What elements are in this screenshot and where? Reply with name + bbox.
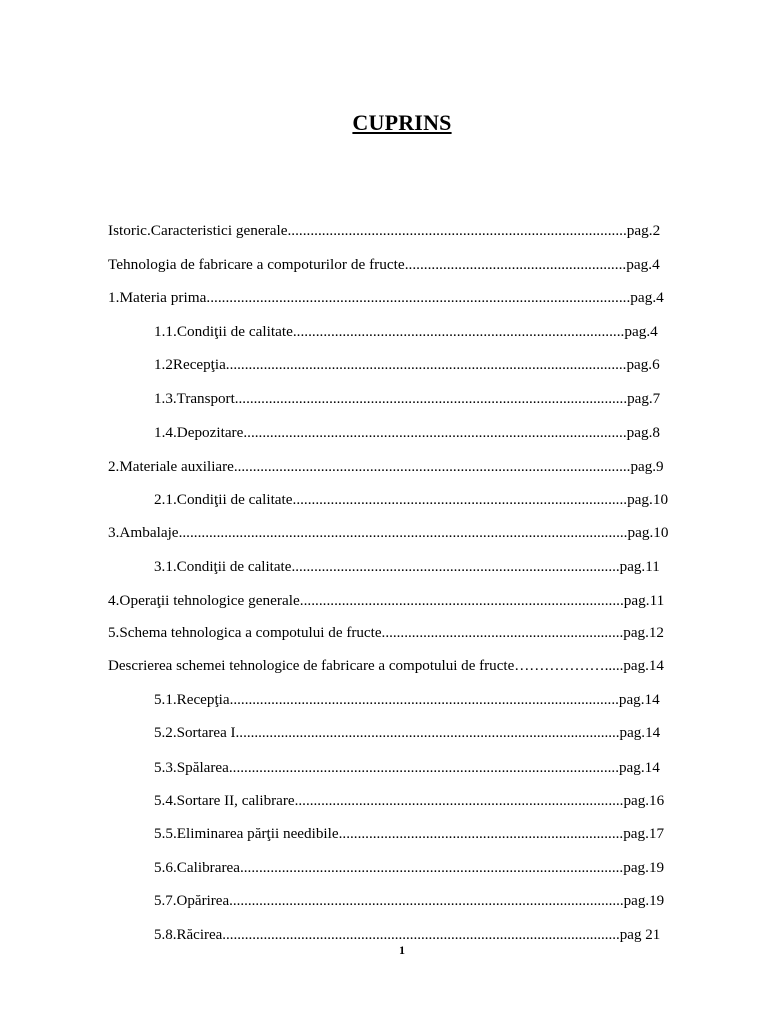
toc-entry-text: 3.1.Condiţii de calitate.......................................................................................pag.11 (154, 559, 660, 575)
toc-entry (108, 591, 664, 611)
toc-entry-text: 2.Materiale auxiliare.........................................................................................................pag.9 (108, 459, 664, 475)
toc-entry (108, 523, 668, 543)
toc-entry-text: Istoric.Caracteristici generale.........................................................................................pag.2 (108, 223, 660, 239)
toc-entry (154, 322, 658, 342)
toc-entry (154, 791, 664, 811)
toc-entry (154, 557, 660, 577)
toc-entry (154, 355, 660, 375)
toc-entry (108, 457, 664, 477)
toc-entry (108, 288, 664, 308)
toc-entry-text: 1.Materia prima...............................................................................................................pag.4 (108, 290, 664, 306)
toc-entry-text: 5.4.Sortare II, calibrare.......................................................................................pag.16 (154, 793, 664, 809)
toc-entry-text: 1.1.Condiţii de calitate.......................................................................................pag.4 (154, 324, 658, 340)
toc-entry (154, 858, 664, 878)
toc-entry-text: 5.6.Calibrarea.....................................................................................................pag.19 (154, 860, 664, 876)
toc-entry-text: 2.1.Condiţii de calitate........................................................................................pag.10 (154, 492, 668, 508)
page-number: 1 (399, 943, 405, 957)
toc-entry (108, 221, 660, 241)
toc-entry-text: 5.8.Răcirea..........................................................................................................pag 21 (154, 927, 660, 943)
toc-entry (108, 656, 664, 676)
toc-entry-text: Descrierea schemei tehnologice de fabricare a compotului de fructe……………….....pag.14 (108, 658, 664, 674)
toc-entry-text: 3.Ambalaje......................................................................................................................pag.10 (108, 525, 668, 541)
toc-entry-text: 5.2.Sortarea I......................................................................................................pag.14 (154, 725, 660, 741)
toc-entry-text: 5.3.Spălarea.......................................................................................................pag.14 (154, 760, 660, 776)
toc-entry-text: 1.3.Transport........................................................................................................pag.7 (154, 391, 660, 407)
toc-entry (154, 758, 660, 778)
toc-entry (154, 891, 664, 911)
toc-entry (108, 255, 660, 275)
page-title: CUPRINS (352, 110, 452, 135)
toc-entry-text: 1.4.Depozitare.....................................................................................................pag.8 (154, 425, 660, 441)
toc-entry (154, 690, 660, 710)
toc-entry (154, 723, 660, 743)
toc-entry-text: 4.Operaţii tehnologice generale.....................................................................................pag.11 (108, 593, 664, 609)
toc-entry-text: 5.7.Opărirea.........................................................................................................pag.19 (154, 893, 664, 909)
toc-entry (108, 623, 664, 643)
toc-entry (154, 824, 664, 844)
toc-entry-text: 5.5.Eliminarea părţii needibile...........................................................................pag.17 (154, 826, 664, 842)
toc-entry (154, 389, 660, 409)
toc-entry-text: 5.1.Recepţia.......................................................................................................pag.14 (154, 692, 660, 708)
toc-entry-text: 1.2Recepţia..........................................................................................................pag.6 (154, 357, 660, 373)
toc-entry (154, 925, 660, 945)
toc-entry (154, 423, 660, 443)
toc-entry-text: Tehnologia de fabricare a compoturilor de fructe..........................................................pag.4 (108, 257, 660, 273)
toc-entry-text: 5.Schema tehnologica a compotului de fructe................................................................pag.12 (108, 625, 664, 641)
toc-entry (154, 490, 668, 510)
